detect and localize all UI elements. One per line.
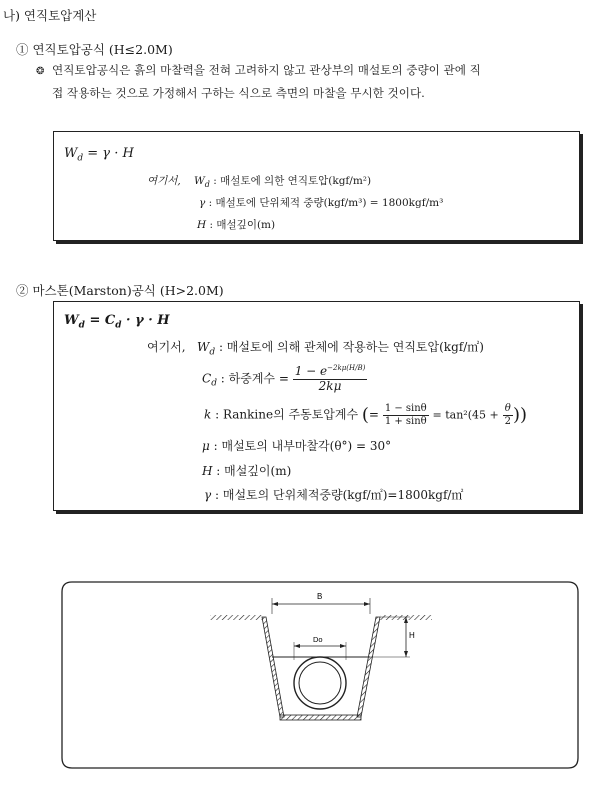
formula-1: $W_d = \gamma \cdot H$ bbox=[64, 146, 134, 164]
pipe-outer bbox=[294, 657, 346, 709]
section1-para-line2: 접 작용하는 것으로 가정해서 구하는 식으로 측면의 마찰을 무시한 것이다. bbox=[52, 86, 425, 100]
ground-left bbox=[210, 615, 262, 620]
trench-wall-right bbox=[357, 617, 380, 717]
diagram-frame bbox=[62, 582, 578, 768]
formula-box-2 bbox=[53, 301, 580, 511]
def-h-1: H : 매설깊이(m) bbox=[197, 219, 276, 231]
cd-fraction: $\frac{1 - e^{-2k\mu(H/B)}}{2k\mu}$ bbox=[294, 364, 366, 393]
label-do: Do bbox=[313, 635, 323, 644]
label-b: B bbox=[317, 592, 323, 601]
bullet-icon: ❂ bbox=[36, 66, 45, 77]
k-fraction: $\frac{1 - \sin\theta}{1 + \sin\theta}$ bbox=[384, 403, 427, 427]
trench-bottom bbox=[280, 715, 361, 720]
def-mu-2: μ : 매설토의 내부마찰각(θ°) = 30° bbox=[202, 439, 392, 453]
where-label-2: 여기서, bbox=[147, 340, 186, 354]
def-h-2: H : 매설깊이(m) bbox=[202, 464, 292, 478]
trench-diagram bbox=[58, 580, 582, 770]
theta-fraction: $\frac{\theta}{2}$ bbox=[504, 403, 511, 427]
trench-wall-left bbox=[262, 617, 284, 717]
def-gamma-2: γ : 매설토의 단위체적중량(kgf/㎡)=1800kgf/㎡ bbox=[204, 488, 464, 502]
def-wd-2: $W_d$ : 매설토에 의해 관체에 작용하는 연직토압(kgf/㎡) bbox=[197, 340, 484, 358]
formula-2: $W_d = C_d \cdot \gamma \cdot H$ bbox=[64, 313, 170, 331]
formula-box-1 bbox=[53, 131, 580, 241]
section2-title: ② 마스톤(Marston)공식 (H>2.0M) bbox=[16, 283, 224, 298]
label-h: H bbox=[409, 631, 415, 640]
pipe-inner bbox=[299, 662, 341, 704]
section1-para-line1: 연직토압공식은 흙의 마찰력을 전혀 고려하지 않고 관상부의 매설토의 중량이 관에 직 bbox=[52, 63, 481, 77]
def-gamma-1: γ : 매설토에 단위체적 중량(kgf/m³) = 1800kgf/m³ bbox=[199, 197, 444, 209]
def-k-2: k : Rankine의 주동토압계수 (= $\frac{1 - \sin\theta}{1 + \sin\theta}$ = tan²(45 + $\frac{\theta}{2}$ )) bbox=[204, 403, 527, 427]
section-heading: 나) 연직토압계산 bbox=[3, 8, 97, 23]
where-label-1: 여기서, bbox=[147, 175, 181, 187]
def-cd-2: $C_d$ : 하중계수 = $\frac{1 - e^{-2k\mu(H/B)}}{2k\mu}$ bbox=[202, 364, 366, 393]
section1-title: ① 연직토압공식 (H≤2.0M) bbox=[16, 42, 173, 57]
def-wd-1: $W_d$ : 매설토에 의한 연직토압(kgf/m²) bbox=[194, 175, 372, 190]
